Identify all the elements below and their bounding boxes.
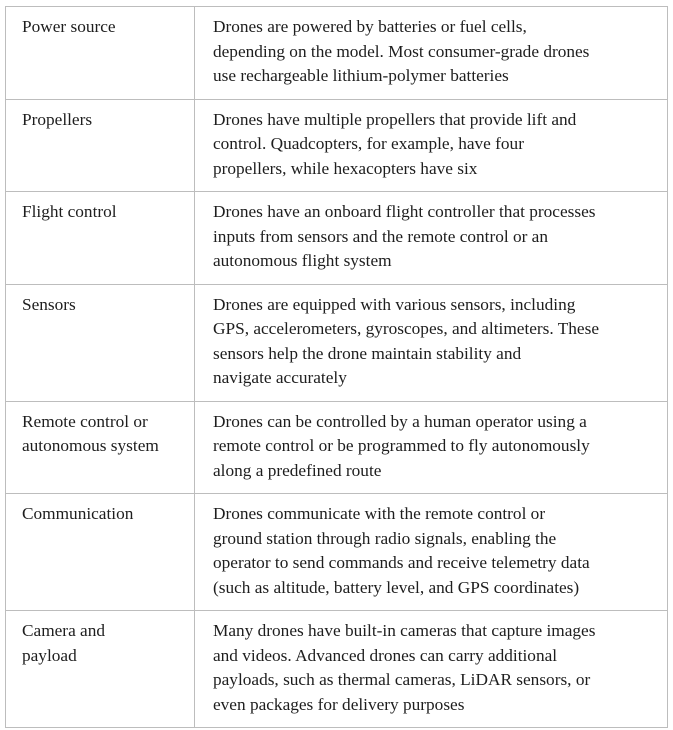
component-cell: [6, 7, 195, 100]
description-line: ground station through radio signals, enabling the: [213, 528, 557, 548]
table-row: [6, 7, 668, 100]
description-line: Drones are powered by batteries or fuel cells,: [213, 17, 527, 36]
description-line: depending on the model. Most consumer-grade drones: [213, 41, 590, 61]
description-line: Drones have an onboard flight controller that processes: [213, 202, 596, 221]
description-cell: [195, 192, 668, 285]
description-line: payloads, such as thermal cameras, LiDAR sensors, or: [213, 670, 591, 689]
component-line: Remote control or: [22, 411, 148, 431]
description-line: sensors help the drone maintain stability and: [213, 343, 522, 363]
description-line: Drones are equipped with various sensors, including: [213, 294, 576, 314]
component-cell: [6, 611, 195, 728]
description-line: Many drones have built-in cameras that capture images: [213, 621, 596, 640]
description-line: autonomous flight system: [213, 251, 392, 270]
component-line: Sensors: [22, 294, 76, 314]
description-line: use rechargeable lithium-polymer batteries: [213, 66, 509, 85]
description-line: GPS, accelerometers, gyroscopes, and altimeters. These: [213, 319, 599, 338]
description-cell: [195, 284, 668, 401]
component-cell: [6, 192, 195, 285]
table-row: [6, 99, 668, 192]
description-line: along a predefined route: [213, 460, 382, 480]
description-cell: [195, 494, 668, 611]
component-line: Camera and: [22, 621, 106, 640]
table-row: [6, 401, 668, 494]
description-cell: [195, 7, 668, 100]
component-line: Power source: [22, 17, 116, 36]
component-cell: [6, 401, 195, 494]
table-row: [6, 611, 668, 728]
description-line: operator to send commands and receive telemetry data: [213, 553, 590, 572]
component-line: payload: [22, 645, 77, 665]
component-cell: [6, 494, 195, 611]
component-line: Propellers: [22, 109, 93, 129]
component-cell: [6, 284, 195, 401]
component-line: autonomous system: [22, 436, 159, 455]
description-line: (such as altitude, battery level, and GPS coordinates): [213, 577, 580, 597]
component-line: Flight control: [22, 202, 117, 221]
description-line: propellers, while hexacopters have six: [213, 158, 478, 178]
table-row: [6, 192, 668, 285]
description-cell: [195, 611, 668, 728]
drone-components-table: [5, 6, 668, 728]
description-cell: [195, 99, 668, 192]
component-cell: [6, 99, 195, 192]
description-line: navigate accurately: [213, 368, 347, 387]
description-line: inputs from sensors and the remote control or an: [213, 226, 548, 246]
description-line: control. Quadcopters, for example, have four: [213, 134, 524, 153]
description-line: Drones have multiple propellers that provide lift and: [213, 109, 577, 129]
description-line: Drones communicate with the remote control or: [213, 504, 546, 523]
description-line: even packages for delivery purposes: [213, 694, 465, 714]
description-cell: [195, 401, 668, 494]
description-line: and videos. Advanced drones can carry additional: [213, 645, 558, 665]
component-line: Communication: [22, 504, 134, 523]
table-body: [6, 7, 668, 728]
table-row: [6, 284, 668, 401]
table-row: [6, 494, 668, 611]
description-line: Drones can be controlled by a human operator using a: [213, 411, 587, 431]
description-line: remote control or be programmed to fly autonomously: [213, 436, 590, 455]
